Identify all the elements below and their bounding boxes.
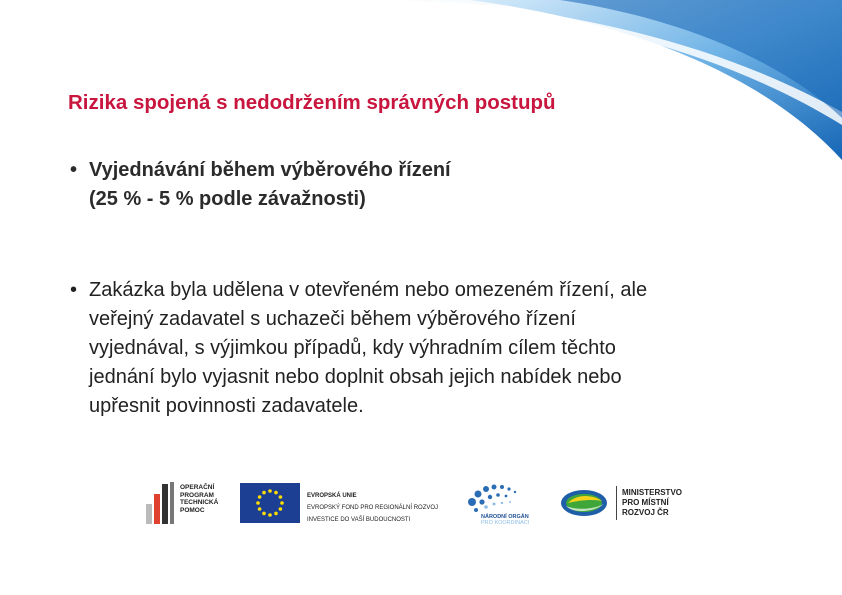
bullet-item-description	[70, 276, 770, 421]
optp-line: OPERAČNÍ	[180, 484, 215, 491]
optp-logo-icon	[146, 482, 176, 524]
eu-line: EVROPSKÝ FOND PRO REGIONÁLNÍ ROZVOJ	[307, 505, 439, 511]
mmr-divider	[616, 486, 617, 520]
bullet-line: upřesnit povinnosti zadavatele.	[89, 395, 364, 417]
bullet-line: Vyjednávání během výběrového řízení	[89, 159, 451, 181]
bullet-marker: •	[70, 279, 78, 301]
bullet-line: (25 % - 5 % podle závažnosti)	[89, 188, 366, 210]
optp-line: PROGRAM	[180, 491, 214, 499]
footer-logo-strip	[0, 470, 842, 540]
nok-line: PRO KOORDINACI	[481, 520, 530, 526]
optp-line: POMOC	[180, 506, 205, 514]
bullet-item-negotiation	[70, 156, 451, 214]
nok-line: NÁRODNÍ ORGÁN	[481, 514, 529, 520]
nok-logo-text	[481, 514, 529, 526]
bullet-marker: •	[70, 159, 78, 181]
slide-title: Rizika spojená s nedodržením správných postupů	[68, 91, 556, 114]
optp-line: TECHNICKÁ	[180, 499, 219, 506]
eu-flag-icon	[240, 483, 300, 523]
mmr-line: ROZVOJ ČR	[622, 508, 669, 517]
nok-logo-icon	[464, 482, 524, 516]
mmr-logo-text	[622, 488, 682, 518]
bullet-line: vyjednával, s výjimkou případů, kdy výhradním cílem těchto	[89, 337, 616, 359]
eu-line: EVROPSKÁ UNIE	[307, 493, 357, 499]
bullet-line: jednání bylo vyjasnit nebo doplnit obsah jejich nabídek nebo	[89, 366, 622, 388]
mmr-logo-icon	[560, 488, 608, 518]
bullet-line: veřejný zadavatel s uchazeči během výběrového řízení	[89, 308, 576, 330]
mmr-line: MINISTERSTVO	[622, 488, 683, 497]
bullet-line: Zakázka byla udělena v otevřeném nebo omezeném řízení, ale	[89, 279, 648, 301]
eu-line: INVESTICE DO VAŠÍ BUDOUCNOSTI	[307, 517, 411, 523]
optp-logo-text	[180, 484, 218, 514]
mmr-line: PRO MÍSTNÍ	[622, 498, 669, 507]
eu-logo-text	[307, 490, 438, 526]
